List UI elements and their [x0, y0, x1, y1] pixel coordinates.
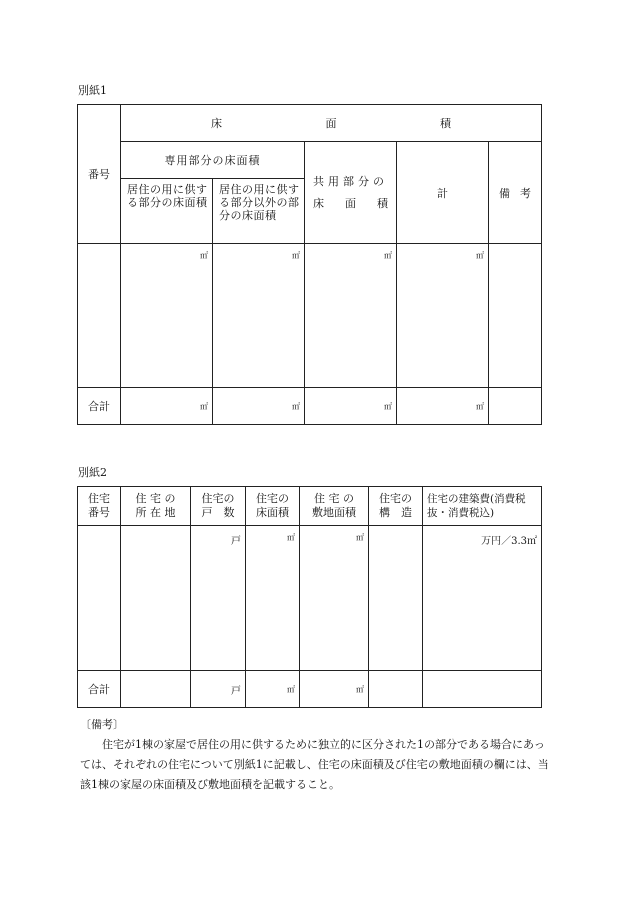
jutaku-bangou-header: 住宅 番号 [78, 487, 121, 526]
form2-total-label: 合計 [78, 671, 121, 708]
form2-total-shikichi: ㎡ [300, 671, 369, 708]
form1-data-bangou [78, 244, 121, 388]
form1-data-kei: ㎡ [397, 244, 489, 388]
kouzou-header: 住宅の 構 造 [369, 487, 423, 526]
form2-data-shikichi: ㎡ [300, 526, 369, 671]
shozaichi-header: 住 宅 の 所 在 地 [121, 487, 191, 526]
yuka-menseki-header: 床 面 積 [121, 105, 542, 142]
form2-total-kouzou [369, 671, 423, 708]
form1-data-bikou [489, 244, 542, 388]
form2-total-kosuu: 戸 [191, 671, 246, 708]
form1-total-label: 合計 [78, 388, 121, 425]
form1-data-kyojuu-igai: ㎡ [213, 244, 305, 388]
bikou-header: 備 考 [489, 142, 542, 244]
notes-body: 住宅が1棟の家屋で居住の用に供するために独立的に区分された1の部分である場合にあっては、それぞれの住宅について別紙1に記載し、住宅の床面積及び住宅の敷地面積の欄には、当該1棟の家屋の床面積及び敷地面積を記載すること。 [80, 738, 549, 791]
notes-title: 〔備考〕 [80, 718, 124, 731]
form1-total-kyouyou: ㎡ [305, 388, 397, 425]
kosuu-header: 住宅の 戸 数 [191, 487, 246, 526]
kyojuu-igai-header: 居住の用に供する部分以外の部分の床面積 [213, 179, 305, 244]
form2-data-yuka-menseki: ㎡ [246, 526, 300, 671]
form2-total-kenchikuhi [423, 671, 542, 708]
form2-data-kosuu: 戸 [191, 526, 246, 671]
form1-total-kyojuu-igai: ㎡ [213, 388, 305, 425]
form1-data-kyojuu: ㎡ [121, 244, 213, 388]
shikichi-menseki-header: 住 宅 の 敷地面積 [300, 487, 369, 526]
bangou-header: 番号 [78, 105, 121, 244]
kyouyou-header: 共用部分の 床 面 積 [305, 142, 397, 244]
form2-data-kouzou [369, 526, 423, 671]
form1-data-kyouyou: ㎡ [305, 244, 397, 388]
form2-total-yuka-menseki: ㎡ [246, 671, 300, 708]
yuka-menseki-header-2: 住宅の 床面積 [246, 487, 300, 526]
notes [80, 715, 550, 795]
kei-header: 計 [397, 142, 489, 244]
form1-label: 別紙1 [78, 84, 107, 97]
senyou-header: 専用部分の床面積 [121, 142, 305, 179]
form2-total-shozaichi [121, 671, 191, 708]
form2-data-shozaichi [121, 526, 191, 671]
form2-label: 別紙2 [78, 466, 107, 479]
form1-table [77, 104, 542, 425]
form2-table [77, 486, 542, 708]
form1-total-kyojuu: ㎡ [121, 388, 213, 425]
form2-data-bangou [78, 526, 121, 671]
form1-total-bikou [489, 388, 542, 425]
kyojuu-header: 居住の用に供する部分の床面積 [121, 179, 213, 244]
kenchikuhi-header: 住宅の建築費(消費税抜・消費税込) [423, 487, 542, 526]
form1-total-kei: ㎡ [397, 388, 489, 425]
form2-data-kenchikuhi: 万円／3.3㎡ [423, 526, 542, 671]
